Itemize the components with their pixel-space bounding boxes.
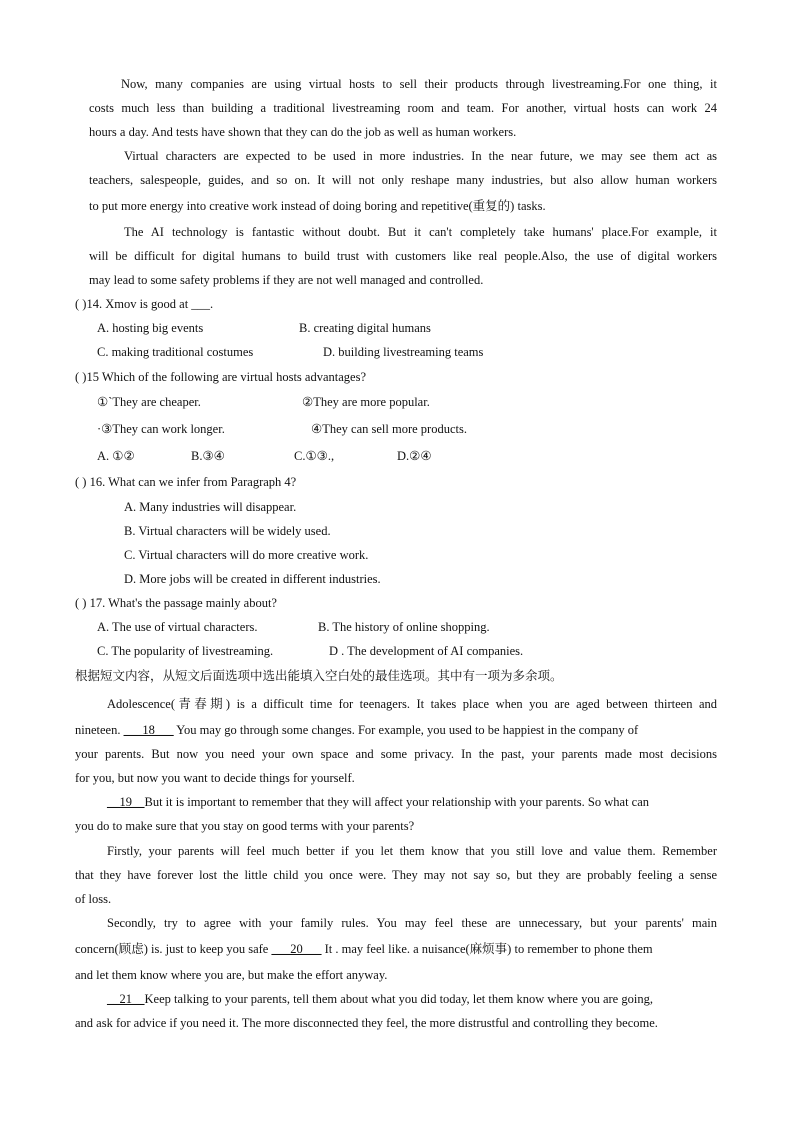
option-d: D.②④ xyxy=(397,449,432,463)
question-stem: ( )15 Which of the following are virtual hosts advantages? xyxy=(75,370,367,384)
option-a: A. Many industries will disappear. xyxy=(124,500,297,514)
blank-18: ___18___ xyxy=(123,723,174,737)
passage-line xyxy=(75,722,717,738)
passage-line: Secondly, try to agree with your family rules. You may feel these are unnecessary, but your parents' main xyxy=(107,916,717,930)
option-b: B.③④ xyxy=(191,449,225,463)
passage-line xyxy=(75,941,717,957)
passage-line xyxy=(107,794,717,810)
option-d: D . The development of AI companies. xyxy=(329,644,524,658)
passage-line: for you, but now you want to decide things for yourself. xyxy=(75,771,355,785)
passage-text: But it is important to remember that they will affect your relationship with your parents. So what can xyxy=(144,795,650,809)
question-stem: ( )14. Xmov is good at ___. xyxy=(75,297,214,311)
option-b: B. creating digital humans xyxy=(299,321,431,335)
question-stem: ( ) 17. What's the passage mainly about? xyxy=(75,596,277,610)
passage-line: and let them know where you are, but make the effort anyway. xyxy=(75,968,388,982)
passage-text: Keep talking to your parents, tell them about what you did today, let them know where you are going, xyxy=(144,992,653,1006)
passage-line: you do to make sure that you stay on good terms with your parents? xyxy=(75,819,415,833)
passage-line: to put more energy into creative work instead of doing boring and repetitive(重复的) tasks. xyxy=(89,199,546,213)
statement-2: ②They are more popular. xyxy=(302,395,430,409)
passage-line xyxy=(107,991,717,1007)
passage-line: The AI technology is fantastic without doubt. But it can't completely take humans' place.For example, it xyxy=(124,225,717,239)
passage-line: costs much less than building a traditional livestreaming room and team. For another, virtual hosts can work 24 xyxy=(89,101,717,115)
option-c: C. making traditional costumes xyxy=(97,345,254,359)
option-b: B. Virtual characters will be widely used. xyxy=(124,524,331,538)
passage-line: Adolescence(青春期) is a difficult time for teenagers. It takes place when you are aged between thirteen and xyxy=(107,697,717,711)
statement-1: ①`They are cheaper. xyxy=(97,395,201,409)
passage-line: and ask for advice if you need it. The more disconnected they feel, the more distrustful and controlling they become. xyxy=(75,1016,658,1030)
question-stem: ( ) 16. What can we infer from Paragraph 4? xyxy=(75,475,297,489)
option-c: C.①③., xyxy=(294,449,335,463)
passage-line: Firstly, your parents will feel much better if you let them know that you still love and value them. Remember xyxy=(107,844,717,858)
statement-4: ④They can sell more products. xyxy=(311,422,467,436)
passage-line: that they have forever lost the little child you once were. They may not say so, but they are probably feeling a sense xyxy=(75,868,717,882)
passage-text: concern(顾虑) is. just to keep you safe xyxy=(75,942,272,956)
passage-line: may lead to some safety problems if they are not well managed and controlled. xyxy=(89,273,484,287)
passage-line: your parents. But now you need your own space and some privacy. In the past, your parents made most decisions xyxy=(75,747,717,761)
passage-text: It . may feel like. a nuisance(麻烦事) to remember to phone them xyxy=(321,942,653,956)
option-a: A. ①② xyxy=(97,449,135,463)
passage-line: Now, many companies are using virtual hosts to sell their products through livestreaming.For one thing, it xyxy=(121,77,717,91)
option-a: A. hosting big events xyxy=(97,321,204,335)
option-c: C. The popularity of livestreaming. xyxy=(97,644,274,658)
blank-19: __19__ xyxy=(107,795,145,809)
passage-line: hours a day. And tests have shown that they can do the job as well as human workers. xyxy=(89,125,517,139)
passage-text: You may go through some changes. For example, you used to be happiest in the company of xyxy=(173,723,639,737)
passage-text: nineteen. xyxy=(75,723,124,737)
blank-20: ___20___ xyxy=(271,942,322,956)
option-d: D. More jobs will be created in different industries. xyxy=(124,572,381,586)
blank-21: __21__ xyxy=(107,992,145,1006)
passage-line: teachers, salespeople, guides, and so on. It will not only reshape many industries, but also allow human workers xyxy=(89,173,717,187)
option-b: B. The history of online shopping. xyxy=(318,620,490,634)
option-a: A. The use of virtual characters. xyxy=(97,620,258,634)
option-d: D. building livestreaming teams xyxy=(323,345,484,359)
option-c: C. Virtual characters will do more creative work. xyxy=(124,548,369,562)
statement-3: ·③They can work longer. xyxy=(97,422,225,436)
passage-line: of loss. xyxy=(75,892,112,906)
passage-line: Virtual characters are expected to be used in more industries. In the near future, we may see them act as xyxy=(124,149,717,163)
passage-line: will be difficult for digital humans to build trust with customers like real people.Also, the use of digital workers xyxy=(89,249,717,263)
section-instruction: 根据短文内容，从短文后面选项中选出能填入空白处的最佳选项。其中有一项为多余项。 xyxy=(75,668,563,683)
